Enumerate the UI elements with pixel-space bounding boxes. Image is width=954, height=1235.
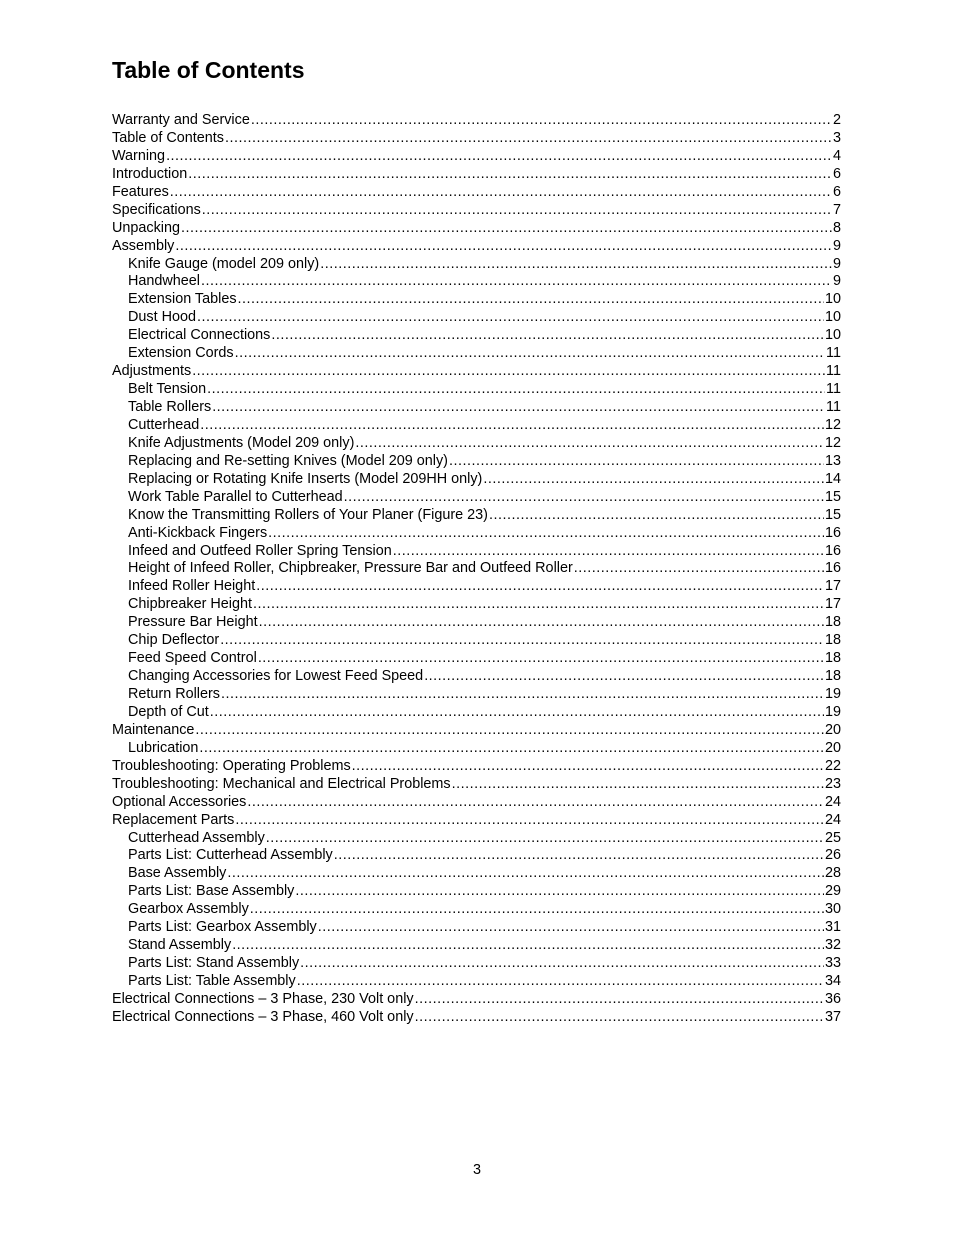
toc-entry-label: Pressure Bar Height [128,614,258,631]
toc-entry[interactable] [112,686,841,704]
toc-entry-page: 17 [824,578,841,595]
dot-leader [210,704,824,722]
toc-entry-label: Extension Tables [128,291,237,308]
toc-entry-label: Electrical Connections – 3 Phase, 460 Volt only [112,1008,414,1025]
toc-entry[interactable] [112,166,841,184]
toc-entry-page: 6 [832,183,841,200]
toc-entry[interactable] [112,614,841,632]
toc-entry[interactable] [112,489,841,507]
toc-entry[interactable] [112,955,841,973]
dot-leader [489,507,824,525]
toc-entry-label: Cutterhead [128,416,200,433]
toc-entry[interactable] [112,632,841,650]
dot-leader [574,560,824,578]
dot-leader [393,543,824,561]
toc-entry-label: Extension Cords [128,345,234,362]
dot-leader [188,166,832,184]
toc-entry-page: 2 [832,112,841,128]
toc-entry-page: 9 [832,237,841,254]
dot-leader [344,489,824,507]
dot-leader [220,632,824,650]
toc-entry-label: Replacing or Rotating Knife Inserts (Model 209HH only) [128,470,483,487]
toc-entry[interactable] [112,130,841,148]
toc-entry[interactable] [112,471,841,489]
toc-entry-label: Features [112,183,169,200]
toc-entry[interactable] [112,1009,841,1027]
toc-entry-label: Anti-Kickback Fingers [128,524,268,541]
toc-entry[interactable] [112,919,841,937]
toc-entry-label: Gearbox Assembly [128,901,249,918]
toc-entry-page: 15 [824,506,841,523]
toc-entry-page: 18 [824,614,841,631]
toc-entry-label: Infeed Roller Height [128,578,256,595]
dot-leader [318,919,824,937]
dot-leader [415,991,824,1009]
toc-entry[interactable] [112,973,841,991]
toc-entry-page: 12 [824,434,841,451]
dot-leader [320,256,832,274]
toc-entry-label: Warranty and Service [112,112,250,128]
dot-leader [201,273,832,291]
toc-entry-label: Optional Accessories [112,793,247,810]
dot-leader [207,381,825,399]
toc-entry[interactable] [112,883,841,901]
toc-entry-label: Know the Transmitting Rollers of Your Planer (Figure 23) [128,506,488,523]
toc-entry-label: Maintenance [112,721,195,738]
toc-entry-label: Work Table Parallel to Cutterhead [128,488,343,505]
toc-entry[interactable] [112,776,841,794]
toc-entry-label: Infeed and Outfeed Roller Spring Tension [128,542,392,559]
toc-entry-label: Assembly [112,237,175,254]
dot-leader [250,901,824,919]
toc-entry[interactable] [112,991,841,1009]
toc-entry[interactable] [112,238,841,256]
dot-leader [175,238,832,256]
toc-entry-label: Return Rollers [128,686,220,702]
dot-leader [415,1009,824,1027]
toc-entry-label: Table of Contents [112,129,224,146]
toc-entry-page: 33 [824,955,841,972]
toc-entry-page: 18 [824,650,841,667]
toc-entry-label: Parts List: Table Assembly [128,973,296,989]
toc-entry-page: 25 [824,829,841,846]
toc-entry-label: Electrical Connections [128,327,271,344]
toc-entry[interactable] [112,901,841,919]
toc-entry[interactable] [112,345,841,363]
toc-entry-page: 6 [832,165,841,182]
dot-leader [297,973,824,991]
toc-entry[interactable] [112,560,841,578]
toc-entry-label: Replacing and Re-setting Knives (Model 209 only) [128,452,448,469]
dot-leader [212,399,825,417]
toc-entry[interactable] [112,184,841,202]
toc-entry-label: Lubrication [128,739,199,756]
dot-leader [170,184,832,202]
toc-entry-page: 24 [824,811,841,828]
dot-leader [253,596,824,614]
dot-leader [424,668,824,686]
toc-entry[interactable] [112,578,841,596]
dot-leader [352,758,824,776]
toc-entry[interactable] [112,453,841,471]
toc-entry-page: 10 [824,327,841,344]
dot-leader [200,417,824,435]
toc-entry[interactable] [112,256,841,274]
dot-leader [225,130,832,148]
toc-entry-label: Height of Infeed Roller, Chipbreaker, Pressure Bar and Outfeed Roller [128,560,573,577]
toc-entry-label: Troubleshooting: Mechanical and Electrical Problems [112,775,451,792]
dot-leader [192,363,825,381]
page-title: Table of Contents [112,57,305,83]
toc-entry-page: 4 [832,147,841,164]
toc-entry-page: 12 [824,416,841,433]
toc-entry-label: Replacement Parts [112,811,235,828]
toc-entry[interactable] [112,399,841,417]
toc-entry-label: Warning [112,147,166,164]
toc-entry-label: Parts List: Cutterhead Assembly [128,847,333,864]
toc-entry[interactable] [112,148,841,166]
toc-entry[interactable] [112,507,841,525]
toc-entry-page: 16 [824,542,841,559]
toc-entry[interactable] [112,937,841,955]
toc-entry-label: Specifications [112,201,201,218]
toc-entry[interactable] [112,740,841,758]
toc-entry[interactable] [112,704,841,722]
toc-entry[interactable] [112,650,841,668]
toc-entry[interactable] [112,865,841,883]
toc-entry-label: Knife Adjustments (Model 209 only) [128,434,355,451]
toc-entry-page: 14 [824,470,841,487]
toc-entry[interactable] [112,291,841,309]
toc-entry-label: Chipbreaker Height [128,596,252,613]
dot-leader [197,309,824,327]
toc-entry[interactable] [112,112,841,130]
toc-entry-label: Parts List: Gearbox Assembly [128,919,317,936]
dot-leader [258,650,824,668]
toc-entry-label: Handwheel [128,273,201,290]
toc-entry-page: 10 [824,291,841,308]
dot-leader [238,291,824,309]
toc-entry-page: 11 [826,345,841,362]
toc-entry-label: Stand Assembly [128,937,232,954]
toc-entry[interactable] [112,327,841,345]
toc-entry-page: 3 [832,129,841,146]
toc-entry-label: Unpacking [112,219,180,236]
dot-leader [181,220,832,238]
dot-leader [247,794,824,812]
dot-leader [266,830,824,848]
dot-leader [232,937,824,955]
dot-leader [483,471,824,489]
toc-entry-label: Troubleshooting: Operating Problems [112,757,351,774]
dot-leader [227,865,824,883]
toc-entry-page: 7 [832,201,841,218]
dot-leader [259,614,824,632]
toc-entry[interactable] [112,668,841,686]
dot-leader [235,812,824,830]
dot-leader [300,955,824,973]
dot-leader [202,202,832,220]
toc-entry-label: Depth of Cut [128,703,209,720]
toc-entry[interactable] [112,847,841,865]
toc-entry-label: Table Rollers [128,399,212,415]
toc-entry-page: 11 [826,381,841,398]
toc-entry[interactable] [112,794,841,812]
toc-entry-label: Feed Speed Control [128,650,257,667]
toc-entry-page: 17 [824,596,841,613]
toc-entry-page: 18 [824,632,841,649]
toc-entry-page: 15 [824,488,841,505]
toc-entry[interactable] [112,812,841,830]
dot-leader [268,525,824,543]
toc-entry-page: 22 [824,757,841,774]
toc-entry[interactable] [112,722,841,740]
toc-entry-page: 29 [824,883,841,900]
dot-leader [295,883,824,901]
dot-leader [195,722,824,740]
toc-entry-page: 8 [832,219,841,236]
toc-entry[interactable] [112,417,841,435]
toc-entry-page: 37 [824,1008,841,1025]
toc-entry-page: 13 [824,452,841,469]
toc-entry-label: Electrical Connections – 3 Phase, 230 Volt only [112,990,414,1007]
toc-entry-page: 31 [824,919,841,936]
toc-entry-label: Belt Tension [128,381,207,398]
dot-leader [235,345,825,363]
toc-entry-page: 30 [824,901,841,918]
toc-entry-page: 23 [824,775,841,792]
dot-leader [166,148,832,166]
toc-entry-label: Introduction [112,165,188,182]
toc-entry[interactable] [112,220,841,238]
toc-entry[interactable] [112,435,841,453]
dot-leader [334,847,824,865]
toc-entry-page: 9 [832,255,841,272]
dot-leader [199,740,824,758]
toc-entry[interactable] [112,381,841,399]
toc-entry-page: 20 [824,721,841,738]
toc-entry-page: 11 [826,399,841,415]
toc-entry[interactable] [112,543,841,561]
toc-entry-label: Base Assembly [128,865,227,882]
toc-entry-label: Adjustments [112,363,192,380]
toc-entry-page: 18 [824,668,841,685]
toc-entry-page: 26 [824,847,841,864]
toc-entry-page: 19 [824,686,841,702]
toc-entry-label: Changing Accessories for Lowest Feed Speed [128,668,424,685]
page-number: 3 [472,1162,481,1178]
toc-entry[interactable] [112,363,841,381]
toc-entry-label: Cutterhead Assembly [128,829,265,846]
toc-entry-label: Parts List: Base Assembly [128,883,295,900]
toc-entry-page: 28 [824,865,841,882]
dot-leader [449,453,824,471]
toc-entry-label: Parts List: Stand Assembly [128,955,300,972]
toc-entry-page: 16 [824,524,841,541]
toc-entry[interactable] [112,273,841,291]
toc-entry[interactable] [112,830,841,848]
dot-leader [256,578,824,596]
toc-entry-page: 10 [824,309,841,326]
toc-entry[interactable] [112,758,841,776]
toc-entry-label: Knife Gauge (model 209 only) [128,255,320,272]
toc-entry-page: 16 [824,560,841,577]
toc-entry-page: 9 [832,273,841,290]
toc-entry-page: 36 [824,990,841,1007]
toc-entry-page: 20 [824,739,841,756]
dot-leader [452,776,824,794]
toc-entry-page: 11 [826,363,841,380]
dot-leader [355,435,824,453]
table-of-contents [112,112,841,1027]
toc-entry[interactable] [112,202,841,220]
dot-leader [251,112,832,130]
toc-entry[interactable] [112,309,841,327]
toc-entry-page: 32 [824,937,841,954]
toc-entry[interactable] [112,596,841,614]
toc-entry-page: 24 [824,793,841,810]
toc-entry-label: Chip Deflector [128,632,220,649]
toc-entry-label: Dust Hood [128,309,196,326]
dot-leader [221,686,824,704]
toc-entry[interactable] [112,525,841,543]
toc-entry-page: 34 [824,973,841,989]
toc-entry-page: 19 [824,703,841,720]
dot-leader [271,327,824,345]
